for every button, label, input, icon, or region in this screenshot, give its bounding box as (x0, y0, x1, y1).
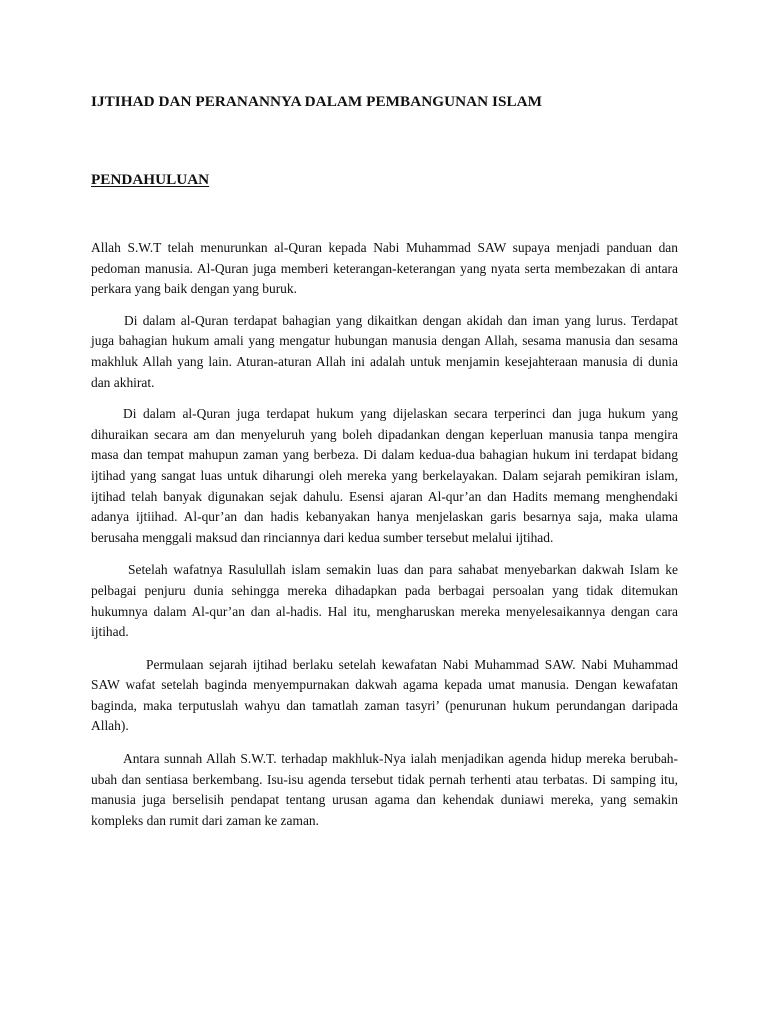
document-page (91, 92, 678, 831)
paragraph-5: Permulaan sejarah ijtihad berlaku setelah kewafatan Nabi Muhammad SAW. Nabi Muhammad SAW wafat setelah baginda menyempurnakan dakwah agama kepada umat manusia. Dengan kewafatan baginda, maka terputuslah wahyu dan tamatlah zaman tasyri’ (penurunan hukum perundangan daripada Allah). (91, 656, 678, 734)
paragraph-4: Setelah wafatnya Rasulullah islam semakin luas dan para sahabat menyebarkan dakwah Islam ke pelbagai penjuru dunia sehingga mereka dihadapkan pada berbagai persoalan yang tidak ditemukan hukumnya dalam Al-qur’an dan al-hadis. Hal itu, mengharuskan mereka menyelesaikannya dengan cara ijtihad. (91, 562, 678, 640)
paragraph-1: Allah S.W.T telah menurunkan al-Quran kepada Nabi Muhammad SAW supaya menjadi panduan dan pedoman manusia. Al-Quran juga memberi keterangan-keterangan yang nyata serta membezakan di antara perkara yang baik dengan yang buruk. (91, 240, 678, 297)
section-heading: PENDAHULUAN (91, 171, 210, 188)
paragraph-6: Antara sunnah Allah S.W.T. terhadap makhluk-Nya ialah menjadikan agenda hidup mereka berubah-ubah dan sentiasa berkembang. Isu-isu agenda tersebut tidak pernah terhenti atau terbatas. Di samping itu, manusia juga berselisih pendapat tentang urusan agama dan kehendak duniawi mereka, yang semakin kompleks dan rumit dari zaman ke zaman. (91, 751, 678, 828)
document-title: IJTIHAD DAN PERANANNYA DALAM PEMBANGUNAN ISLAM (91, 93, 543, 110)
paragraph-3: Di dalam al-Quran juga terdapat hukum yang dijelaskan secara terperinci dan juga hukum yang dihuraikan secara am dan menyeluruh yang boleh dipadankan dengan keperluan manusia tanpa mengira masa dan tempat mahupun zaman yang berbeza. Di dalam kedua-dua bahagian hukum ini terdapat bidang ijtihad yang sangat luas untuk diharungi oleh mereka yang berkelayakan. Dalam sejarah pemikiran islam, ijtihad telah banyak digunakan sejak dahulu. Esensi ajaran Al-qur’an dan Hadits memang menghendaki adanya ijtiihad. Al-qur’an dan hadis kebanyakan hanya menjelaskan garis besarnya saja, maka ulama berusaha menggali maksud dan rinciannya dari kedua sumber tersebut melalui ijtihad. (91, 406, 678, 545)
paragraph-2: Di dalam al-Quran terdapat bahagian yang dikaitkan dengan akidah dan iman yang lurus. Terdapat juga bahagian hukum amali yang mengatur hubungan manusia dengan Allah, sesama manusia dan sesama makhluk Allah yang lain. Aturan-aturan Allah ini adalah untuk menjamin kesejahteraan manusia di dunia dan akhirat. (91, 312, 678, 390)
